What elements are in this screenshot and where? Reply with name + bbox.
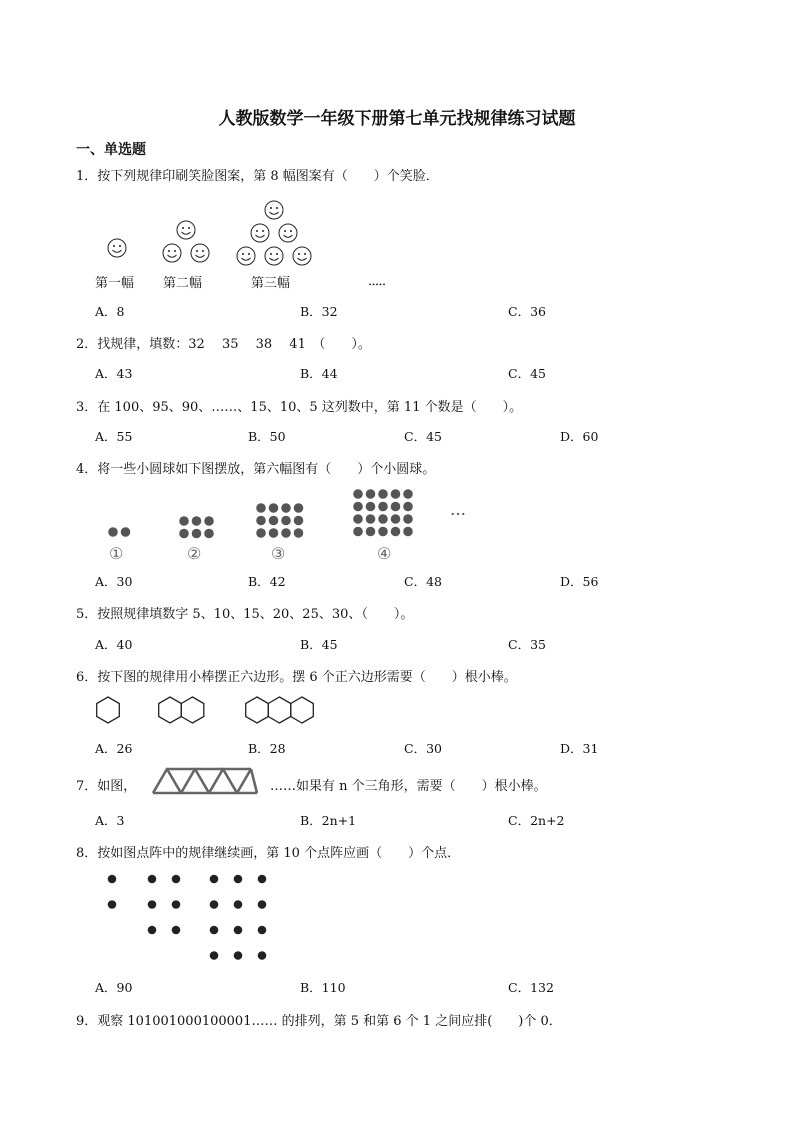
q2-option-a: A．43	[95, 366, 133, 381]
dot	[172, 926, 181, 935]
q8-option-c: C．132	[508, 980, 554, 995]
q3-option-b: B．50	[248, 429, 286, 444]
q1-caption-1: 第一幅	[95, 276, 135, 291]
q6-option-d: D．31	[560, 741, 599, 756]
question-7-suffix: ……如果有 n 个三角形，需要（ ）根小棒。	[270, 779, 547, 794]
q4-ellipsis: …	[450, 500, 466, 519]
dot	[108, 900, 117, 909]
q7-option-b: B．2n+1	[300, 813, 357, 828]
dot	[210, 951, 219, 960]
q6-option-c: C．30	[404, 741, 442, 756]
question-4-text: 4．将一些小圆球如下图摆放，第六幅图有（ ）个小圆球。	[76, 462, 436, 477]
q7-option-c: C．2n+2	[508, 813, 565, 828]
q2-option-b: B．44	[300, 366, 338, 381]
q6-option-a: A．26	[95, 741, 133, 756]
q3-option-a: A．55	[95, 429, 133, 444]
question-3-text: 3．在 100、95、90、……、15、10、5 这列数中，第 11 个数是（ ）。	[76, 400, 523, 415]
q3-option-d: D．60	[560, 429, 599, 444]
dot	[234, 951, 243, 960]
q4-option-c: C．48	[404, 574, 442, 589]
q5-option-a: A．40	[95, 637, 133, 652]
dot	[234, 926, 243, 935]
dot	[234, 900, 243, 909]
dot	[258, 900, 267, 909]
q8-option-a: A．90	[95, 980, 133, 995]
dot	[148, 875, 157, 884]
question-8-text: 8．按如图点阵中的规律继续画，第 10 个点阵应画（ ）个点．	[76, 846, 461, 861]
dot	[172, 875, 181, 884]
q7-option-a: A．3	[95, 813, 125, 828]
q1-option-c: C．36	[508, 304, 546, 319]
q1-ellipsis: ．．．．．	[368, 274, 393, 289]
section-heading: 一、单选题	[76, 142, 146, 158]
dot	[210, 926, 219, 935]
q4-option-a: A．30	[95, 574, 133, 589]
q4-label-3: ③	[271, 544, 286, 563]
dot	[108, 875, 117, 884]
q4-label-1: ①	[109, 544, 124, 563]
dot	[258, 926, 267, 935]
dot	[148, 900, 157, 909]
q4-option-b: B．42	[248, 574, 286, 589]
q3-option-c: C．45	[404, 429, 442, 444]
question-9-text: 9．观察 101001000100001…… 的排列，第 5 和第 6 个 1 之间应排( )个 0．	[76, 1014, 562, 1029]
dot	[258, 951, 267, 960]
q4-label-4: ④	[377, 544, 392, 563]
dot	[258, 875, 267, 884]
dot	[210, 900, 219, 909]
question-2-text: 2．找规律，填数：32 35 38 41 （ ）。	[76, 337, 371, 352]
q1-caption-3: 第三幅	[251, 276, 291, 291]
dot	[210, 875, 219, 884]
q1-option-a: A．8	[95, 304, 125, 319]
page-title: 人教版数学一年级下册第七单元找规律练习试题	[218, 109, 576, 129]
question-7-prefix: 7．如图，	[76, 779, 137, 794]
q5-option-b: B．45	[300, 637, 338, 652]
q4-option-d: D．56	[560, 574, 599, 589]
dot	[234, 875, 243, 884]
q8-option-b: B．110	[300, 980, 346, 995]
q6-option-b: B．28	[248, 741, 286, 756]
q2-option-c: C．45	[508, 366, 546, 381]
dot	[148, 926, 157, 935]
q1-option-b: B．32	[300, 304, 338, 319]
question-6-text: 6．按下图的规律用小棒摆正六边形。摆 6 个正六边形需要（ ）根小棒。	[76, 670, 517, 685]
q4-label-2: ②	[187, 544, 202, 563]
dot	[172, 900, 181, 909]
question-1-text: 1．按下列规律印刷笑脸图案，第 8 幅图案有（ ）个笑脸．	[76, 169, 439, 184]
q5-option-c: C．35	[508, 637, 546, 652]
dot-arrays	[108, 875, 267, 960]
question-5-text: 5．按照规律填数字 5、10、15、20、25、30、（ ）。	[76, 607, 414, 622]
q1-caption-2: 第二幅	[163, 276, 203, 291]
